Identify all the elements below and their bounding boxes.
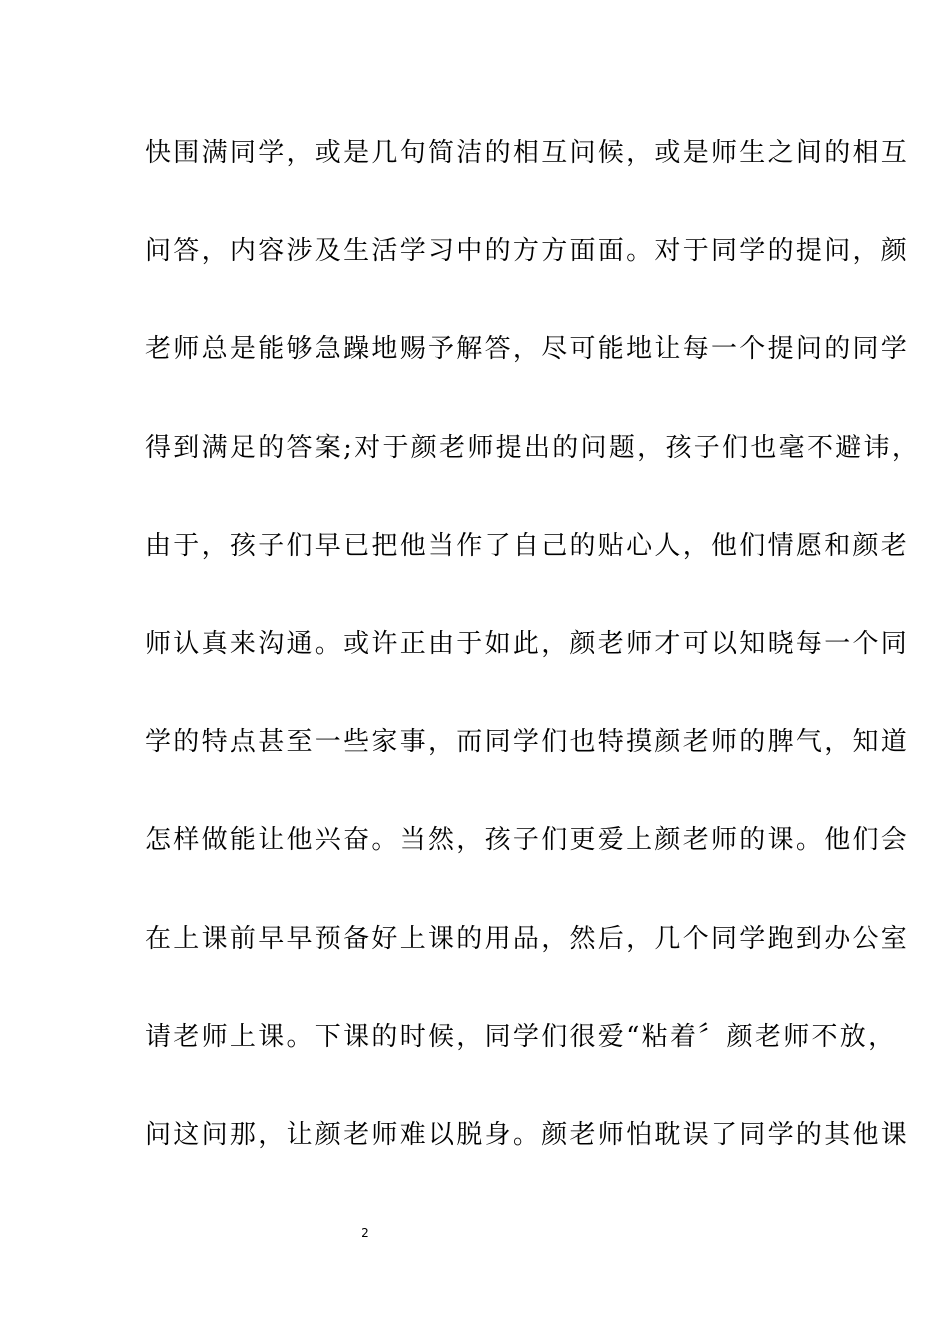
page-number: 2 xyxy=(361,1226,369,1240)
text-line: 师认真来沟通。或许正由于如此，颜老师才可以知晓每一个同 xyxy=(145,628,910,659)
text-line: 学的特点甚至一些家事，而同学们也特摸颜老师的脾气，知道 xyxy=(145,727,910,758)
text-line: 问答，内容涉及生活学习中的方方面面。对于同学的提问，颜 xyxy=(145,236,910,267)
text-line: 请老师上课。下课的时候，同学们很爱“粘着〞颜老师不放， xyxy=(145,1021,897,1052)
text-line: 老师总是能够急躁地赐予解答，尽可能地让每一个提问的同学 xyxy=(145,334,910,365)
text-line: 由于，孩子们早已把他当作了自己的贴心人，他们情愿和颜老 xyxy=(145,530,910,561)
body-text xyxy=(145,131,921,1211)
text-line: 快围满同学，或是几句简洁的相互问候，或是师生之间的相互 xyxy=(145,138,910,168)
text-line: 得到满足的答案;对于颜老师提出的问题，孩子们也毫不避讳， xyxy=(145,432,921,463)
text-line: 问这问那，让颜老师难以脱身。颜老师怕耽误了同学的其他课 xyxy=(145,1119,910,1150)
text-line: 怎样做能让他兴奋。当然，孩子们更爱上颜老师的课。他们会 xyxy=(145,825,910,856)
text-line: 在上课前早早预备好上课的用品，然后，几个同学跑到办公室 xyxy=(145,923,910,954)
